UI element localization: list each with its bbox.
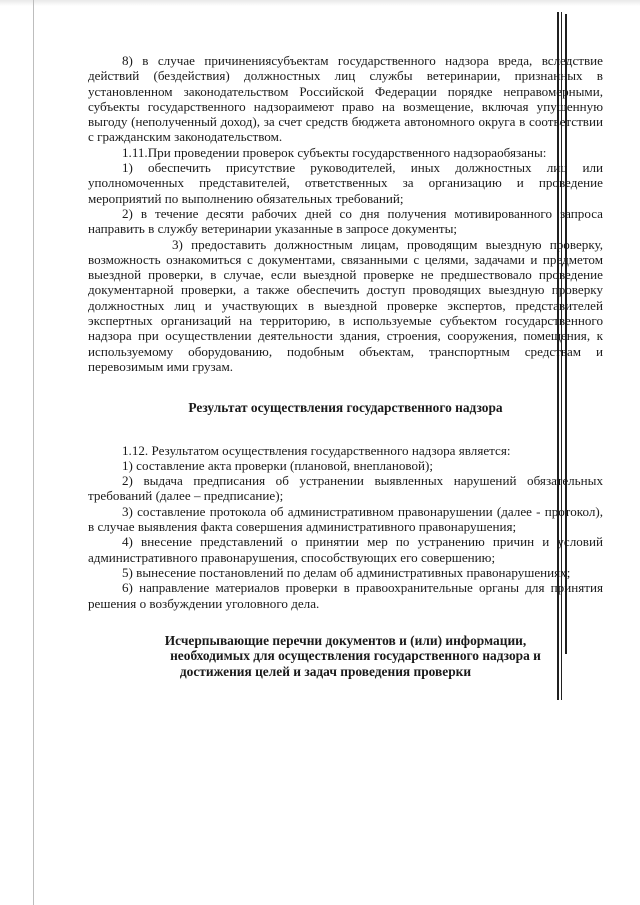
result-item-1: 1) составление акта проверки (плановой, внеплановой); xyxy=(122,457,434,473)
result-item-2: 2) выдача предписания об устранении выявленных нарушений обязательных требований (далее – предписание); xyxy=(88,473,603,504)
paragraph-obligation-3: 3) предоставить должностным лицам, проводящим выездную проверку, возможность ознакомиться с документами, связанными с целями, задачами и предметом выездной проверки, в случае, если выездной проверке не предшествовало проведение документарной проверки, а также обеспечить доступ проводящих выездную проверку должностных лиц и участвующих в выездной проверке экспертов, представителей экспертных организаций на территорию, в используемые субъектом государственного надзора при осуществлении деятельности здания, строения, сооружения, помещения, к используемому оборудованию, подобным объектам, транспортным средствам и перевозимым ими грузам. xyxy=(88,236,603,374)
paragraph-1-12: 1.12. Результатом осуществления государственного надзора является: xyxy=(122,442,511,458)
result-item-6: 6) направление материалов проверки в правоохранительные органы для принятия решения о возбуждении уголовного дела. xyxy=(88,580,603,611)
section-heading-line: достижения целей и задач проведения проверки xyxy=(179,663,472,679)
result-item-3: 3) составление протокола об административном правонарушении (далее - протокол), в случае выявления факта совершения административного правонарушения; xyxy=(88,503,603,535)
document-body xyxy=(88,53,603,680)
scan-margin-line xyxy=(33,0,34,905)
section-heading-line: Исчерпывающие перечни документов и (или) информации, xyxy=(164,632,527,648)
paragraph-1-11: 1.11.При проведении проверок субъекты государственного надзораобязаны: xyxy=(122,144,547,160)
paragraph-obligation-1: 1) обеспечить присутствие руководителей, иных должностных лиц или уполномоченных представителей, ответственных за организацию и проведение мероприятий по выполнению обязательных требований; xyxy=(88,160,603,206)
scan-edge xyxy=(0,0,640,6)
paragraph-item-8: 8) в случае причинениясубъектам государственного надзора вреда, вследствие действий (бездействия) должностных лиц службы ветеринарии, признанных в установленном законодательством Российской Федерации порядке неправомерными, субъекты государственного надзораимеют право на возмещение, включая упущенную выгоду (неполученный доход), за счет средств бюджета автономного округа в соответствии с гражданским законодательством. xyxy=(88,53,603,145)
section-heading-line: необходимых для осуществления государственного надзора и xyxy=(170,648,541,664)
result-item-4: 4) внесение представлений о принятии мер по устранению причин и условий административного правонарушения, способствующих его совершению; xyxy=(88,534,603,565)
paragraph-obligation-2: 2) в течение десяти рабочих дней со дня получения мотивированного запроса направить в службу ветеринарии указанные в запросе документы; xyxy=(88,205,603,237)
result-item-5: 5) вынесение постановлений по делам об административных правонарушениях; xyxy=(122,564,571,580)
section-heading-result: Результат осуществления государственного надзора xyxy=(188,400,503,416)
section-heading-documents xyxy=(88,633,603,680)
